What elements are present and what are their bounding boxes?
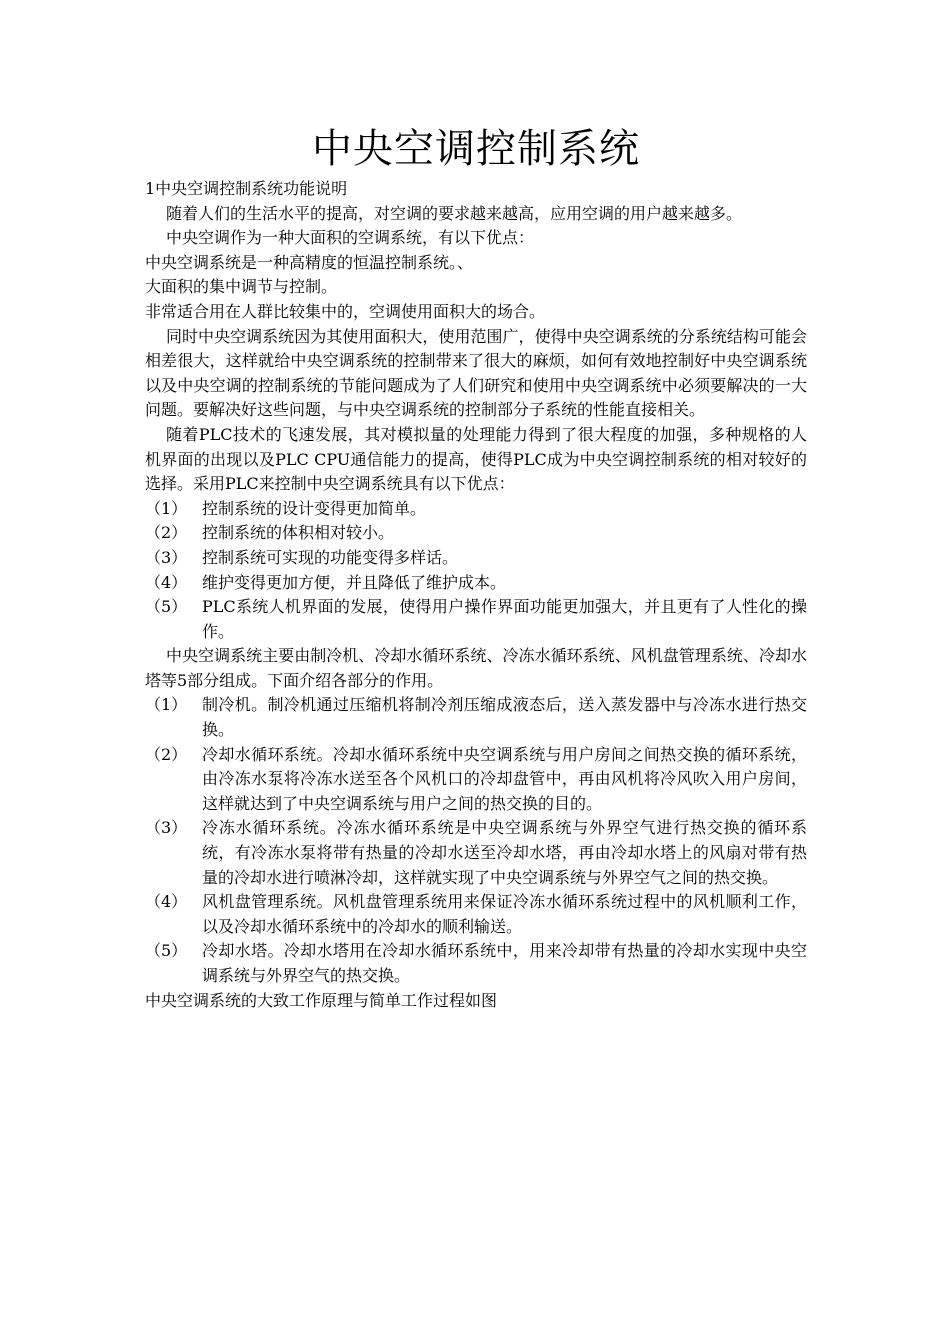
list-text: 冷却水塔。冷却水塔用在冷却水循环系统中，用来冷却带有热量的冷却水实现中央空调系统与外界空气的热交换。 [202,941,807,985]
plc-advantage-item [145,571,807,596]
list-text: 制冷机。制冷机通过压缩机将制冷剂压缩成液态后，送入蒸发器中与冷冻水进行热交换。 [202,695,807,740]
problem-paragraph: 同时中央空调系统因为其使用面积大，使用范围广，使得中央空调系统的分系统结构可能会相差很大，这样就给中央空调系统的控制带来了很大的麻烦，如何有效地控制好中央空调系统以及中央空调的控制系统的节能问题成为了人们研究和使用中央空调系统中必须要解决的一大问题。要解决好这些问题，与中央空调系统的控制部分子系统的性能直接相关。 [145,326,807,420]
list-number: （1） [145,695,188,715]
advantage-line: 大面积的集中调节与控制。 [145,277,338,297]
component-item [145,939,807,988]
component-item [145,693,807,742]
components-paragraph: 中央空调系统主要由制冷机、冷却水循环系统、冷冻水循环系统、风机盘管理系统、冷却水塔等5部分组成。下面介绍各部分的作用。 [145,646,807,690]
document-body [145,125,807,1013]
list-number: （4） [145,572,188,592]
plc-advantage-item [145,546,807,571]
advantage-line: 中央空调系统是一种高精度的恒温控制系统。、 [145,252,474,272]
list-number: （3） [145,818,188,838]
list-number: （2） [145,744,188,764]
list-text: 控制系统的体积相对较小。 [202,523,395,543]
list-number: （1） [145,498,188,518]
list-text: 冷却水循环系统。冷却水循环系统中央空调系统与用户房间之间热交换的循环系统，由冷冻水泵将冷冻水送至各个风机口的冷却盘管中，再由风机将冷风吹入用户房间，这样就达到了中央空调系统与用户之间的热交换的目的。 [202,744,807,813]
document-title: 中央空调控制系统 [312,126,640,172]
list-number: （3） [145,547,188,567]
plc-advantage-item [145,497,807,522]
component-item [145,743,807,817]
list-text: 维护变得更加方便，并且降低了维护成本。 [202,572,507,592]
plc-advantage-item [145,595,807,644]
list-text: 风机盘管理系统。风机盘管理系统用来保证冷冻水循环系统过程中的风机顺利工作，以及冷却水循环系统中的冷却水的顺利输送。 [202,892,807,936]
section-heading: 1中央空调控制系统功能说明 [145,179,348,198]
closing-line: 中央空调系统的大致工作原理与简单工作过程如图 [145,990,498,1010]
list-text: PLC系统人机界面的发展，使得用户操作界面功能更加强大，并且更有了人性化的操作。 [202,597,807,641]
advantage-line: 非常适合用在人群比较集中的，空调使用面积大的场合。 [145,301,546,321]
component-item [145,816,807,890]
list-text: 冷冻水循环系统。冷冻水循环系统是中央空调系统与外界空气进行热交换的循环系统，有冷冻水泵将带有热量的冷却水送至冷却水塔，再由冷却水塔上的风扇对带有热量的冷却水进行喷淋冷却，这样就实现了中央空调系统与外界空气之间的热交换。 [202,818,807,887]
advantages-intro: 中央空调作为一种大面积的空调系统，有以下优点： [166,228,535,248]
list-number: （5） [145,597,188,617]
list-text: 控制系统的设计变得更加简单。 [202,498,427,518]
list-text: 控制系统可实现的功能变得多样话。 [202,547,459,567]
plc-paragraph: 随着PLC技术的飞速发展，其对模拟量的处理能力得到了很大程度的加强，多种规格的人机界面的出现以及PLC CPU通信能力的提高，使得PLC成为中央空调控制系统的相对较好的选择。采用PLC来控制中央空调系统具有以下优点： [145,424,807,494]
intro-paragraph: 随着人们的生活水平的提高，对空调的要求越来越高，应用空调的用户越来越多。 [166,203,743,223]
list-number: （5） [145,941,188,961]
list-number: （2） [145,523,188,543]
component-item [145,890,807,939]
plc-advantage-item [145,521,807,546]
list-number: （4） [145,892,188,912]
